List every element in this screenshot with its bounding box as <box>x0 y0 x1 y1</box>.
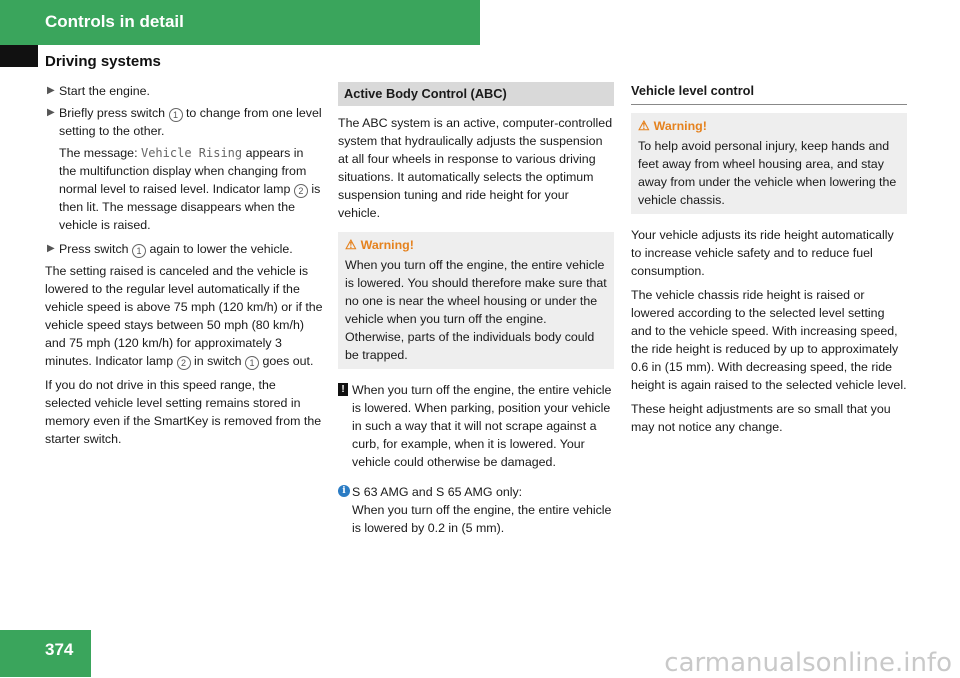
column-left <box>45 82 323 454</box>
exclamation-icon: ! <box>338 383 348 396</box>
warning-triangle-icon: ⚠ <box>345 237 357 252</box>
warning-text: When you turn off the engine, the entire vehicle is lowered. You should therefore make sure that no one is near the wheel housing or under the vehicle when you turn off the engine. Otherwise, parts of the individuals body could be trapped. <box>345 258 607 362</box>
warning-triangle-icon: ⚠ <box>638 118 650 133</box>
warning-label: Warning! <box>360 238 414 252</box>
warning-box <box>338 232 614 369</box>
warning-title <box>638 117 900 135</box>
step-text: Start the engine. <box>59 84 150 98</box>
step-text: Press switch <box>59 242 129 256</box>
info-icon: i <box>338 485 350 497</box>
triangle-right-icon: ▶ <box>47 107 55 118</box>
vehicle-level-heading: Vehicle level control <box>631 82 907 105</box>
callout-number: 2 <box>294 184 308 198</box>
step-start-engine <box>45 82 323 100</box>
info-text: When you turn off the engine, the entire vehicle is lowered by 0.2 in (5 mm). <box>352 503 612 535</box>
step-text: again to lower the vehicle. <box>149 242 293 256</box>
warning-title <box>345 236 607 254</box>
info-title: S 63 AMG and S 65 AMG only: <box>352 485 523 499</box>
info-box <box>338 483 614 537</box>
warning-label: Warning! <box>653 119 707 133</box>
display-message-paragraph <box>45 144 323 234</box>
callout-number: 1 <box>132 244 146 258</box>
notice-box <box>338 381 614 471</box>
step-text: to change from one level setting to the other. <box>59 106 322 138</box>
text: appears in the multifunction display when changing from normal level to raised level. Indicator lamp <box>59 146 307 196</box>
section-title: Controls in detail <box>45 12 184 31</box>
abc-intro: The ABC system is an active, computer-controlled system that hydraulically adjusts the suspension at all four wheels in response to various driving situations. It automatically selects the optimum suspension tuning and ride height for your vehicle. <box>338 116 613 220</box>
display-message: Vehicle Rising <box>140 146 243 160</box>
auto-lower-paragraph <box>45 262 323 370</box>
text: The setting raised is canceled and the vehicle is lowered to the regular level automatically if the vehicle speed is above 75 mph (120 km/h) or if the vehicle speed stays between 50 mph (80 km/h) and 75 mph (120 km/h) for approximately 3 minutes. <box>45 264 323 368</box>
text: Indicator lamp <box>95 354 174 368</box>
callout-number: 2 <box>177 356 191 370</box>
text: The message: <box>59 146 138 160</box>
triangle-right-icon: ▶ <box>47 85 55 96</box>
callout-number: 1 <box>169 108 183 122</box>
warning-text: To help avoid personal injury, keep hands and feet away from wheel housing area, and stay away from under the vehicle when lowering the vehicle chassis. <box>638 139 897 207</box>
notice-text: When you turn off the engine, the entire vehicle is lowered. When parking, position your vehicle in such a way that it will not scrape against a curb, for example, when it is lowered. Your vehicle could otherwise be damaged. <box>352 383 612 469</box>
header-marker <box>0 45 38 67</box>
column-middle <box>338 82 614 549</box>
warning-box <box>631 113 907 214</box>
adjustment-paragraph: These height adjustments are so small that you may not notice any change. <box>631 402 891 434</box>
ride-height-paragraph: Your vehicle adjusts its ride height automatically to increase vehicle safety and to reduce fuel consumption. <box>631 228 894 278</box>
abc-heading: Active Body Control (ABC) <box>338 82 614 106</box>
triangle-right-icon: ▶ <box>47 243 55 254</box>
step-lower-vehicle <box>45 240 323 258</box>
step-press-switch <box>45 104 323 140</box>
text: in switch <box>194 354 242 368</box>
text: goes out. <box>262 354 314 368</box>
column-right <box>631 82 907 442</box>
step-text: Briefly press switch <box>59 106 166 120</box>
page-number: 374 <box>45 640 74 659</box>
chassis-height-paragraph: The vehicle chassis ride height is raised or lowered according to the selected level setting and to the vehicle speed. With increasing speed, the ride height is reduced by up to approximately 0.6 in (15 mm). With decreasing speed, the ride height is again raised to the selected vehicle level. <box>631 288 907 392</box>
subsection-title: Driving systems <box>45 53 161 70</box>
memory-paragraph: If you do not drive in this speed range, the selected vehicle level setting remains stored in memory even if the SmartKey is removed from the starter switch. <box>45 378 322 446</box>
text: is then lit. The message disappears when the vehicle is raised. <box>59 182 321 232</box>
callout-number: 1 <box>245 356 259 370</box>
watermark: carmanualsonline.info <box>664 648 952 678</box>
